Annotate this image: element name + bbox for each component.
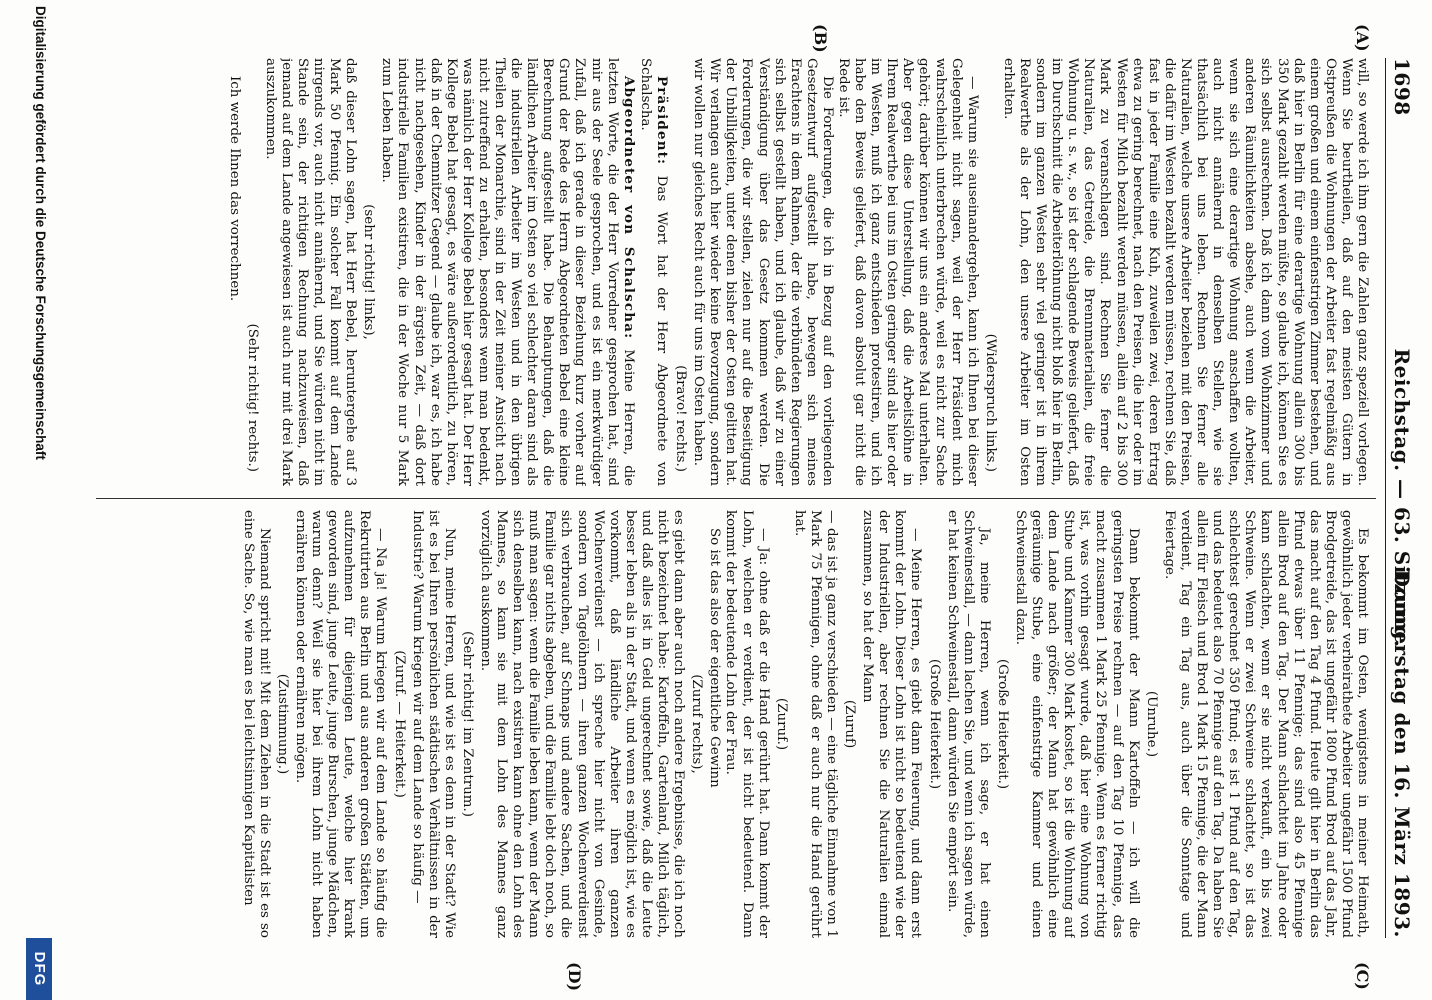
interjection: (Zustimmung.): [274, 673, 290, 775]
interjection: (Sehr richtig! im Zentrum.): [459, 631, 475, 817]
paragraph: Nun, meine Herren, und wie ist es denn in der Stadt? Wie ist es bei Ihren persönlichen städtischen Verhältnissen in der Industrie? Warum kriegen wir auf dem Lande so häufig —: [409, 510, 457, 938]
paragraph: Niemand spricht mit! Mit dem Ziehen in die Stadt ist es so eine Sache. So, wie man es bei leichtsinnigen Kapitalisten: [240, 510, 272, 938]
interjection: (Widerspruch links.): [982, 333, 998, 472]
running-header: [1382, 58, 1416, 938]
header-rule: [1385, 58, 1386, 938]
page-number: 1698: [1390, 58, 1414, 116]
dfg-logo: DFG: [26, 938, 52, 1000]
left-column: [100, 58, 1370, 486]
speech-text: Meine Herren, die letzten Worte, die der Herr Vorredner gesprochen hat, sind mir aus der Seele gesprochen, und es ist ein merkwürdiger Zufall, daß ich gerade in dieser Beziehung kurz vorher auf Grund der Rede des Herrn Abgeordneten Bebel eine kleine Berechnung aufgestellt habe. Die Behauptungen, daß die ländlichen Arbeiter im Osten so viel schlechter daran sind als die industriellen Arbeiter im Westen und in den übrigen Theilen der Monarchie, sind in der Zeit meiner Ansicht nach nicht zutreffend zu erhalten, besonders wenn man bedenkt, was nämlich der Herr Kollege Bebel hier gesagt hat. Der Herr Kollege Bebel hat gesagt, es wäre außerordentlich, zu hören, daß in der Chemnitzer Gegend — glaube ich, war es, ich habe nicht nachgesehen, Kinder in der ärgsten Zeit, — daß dort industrielle Familien existiren, die in der Woche nur 5 Mark zum Leben haben.: [379, 58, 636, 486]
paragraph: es giebt dann aber auch noch andere Ergebnisse, die ich noch nicht bezeichnet habe: Kartoffeln, Gartenland, Milch täglich, und daß alles ist in Geld ungerechnet sowie, daß die Leute besser leben als in der Stadt, und wenn es möglich ist, wie es vorkommt, daß ländliche Arbeiter ihren ganzen Wochenverdienst — ich spreche hier nicht von Gesinde, sondern von Tagelöhnern — ihren ganzen Wochenverdienst sich verbrauchen, auf Schnaps und andere Sachen, und die Familie gar nichts abgeben, und die Familie lebt doch noch, so muß man sagen: wenn die Familie leben kann, wenn der Mann sich denselben kann, nach existiren kann ohne den Lohn des Mannes, so kann sie mit dem Lohn des Mannes ganz vorzüglich auskommen.: [478, 510, 687, 938]
margin-marker-c: (C): [1353, 962, 1372, 990]
paragraph: will, so werde ich ihm gern die Zahlen ganz speziell vorlegen. Wenn Sie beurtheilen, daß auf den meisten Gütern in Ostpreußen die Wohnungen der Arbeiter fast regelmäßig aus einem großen und einem einfenstrigen Zimmer bestehen, und daß hier in Berlin für eine derartige Wohnung allein 300 bis 350 Mark gezahlt werden müßte, so glaube ich, können Sie es sich selbst ausrechnen. Daß ich dann vom Wohnzimmer und anderen Räumlichkeiten absehe, auch wenn die Arbeiter, wenn sie sich eine derartige Wohnung anschaffen wollten, auch nicht annähernd in denselben Stellen, wie sie thatsächlich bei uns leben. Rechnen Sie ferner alle Naturalien, welche unsere Arbeiter beziehen mit den Preisen, die dafür im Westen bezahlt werden müssen, rechnen Sie, daß fast in jeder Familie eine Kuh, zuweilen zwei, deren Ertrag etwa zu gering berechnet, nach den Preisen, die hier oder im Westen für Milch bezahlt werden müssen, allein auf 2 bis 300 Mark zu veranschlagen sind. Rechnen Sie ferner die Naturalien, das Getreide, die Brennmaterialien, die freie Wohnung u. s. w., so ist der schlagende Beweis geliefert, daß im Durchschnitt die Arbeiterlöhnung nicht bloß hier in Berlin, sondern im ganzen Westen sehr viel geringer ist in ihrem Realwerthe als der Lohn, den unsere Arbeiter im Osten erhalten.: [1000, 58, 1370, 486]
digitization-footer: [26, 0, 52, 1000]
interjection: (Unruhe.): [1143, 690, 1159, 758]
paragraph: Es bekommt im Osten, wenigstens in meiner Heimath, gewöhnlich jeder verheirathete Arbeiter ungefähr 1500 Pfund Brodgetreide, das ist ungefähr 1800 Pfund Brod auf das Jahr, das macht auf den Tag 4 Pfund. Heute gilt hier in Berlin das Pfund etwas über 11 Pfennige; das sind also 45 Pfennige allein Brod auf den Tag. Der Mann schlachtet im Jahre oder kann schlachten, wenn er sie nicht verkauft, ein bis zwei Schweine. Wenn er zwei Schweine schlachtet, so ist das schlechtest gerechnet 350 Pfund; es ist 1 Pfund auf den Tag, und das bedeutet also 70 Pfennige auf den Tag. Da haben Sie allein für Fleisch und Brod 1 Mark 15 Pfennige, die der Mann verdient, Tag ein Tag aus, auch über die Sonntage und Feiertage.: [1161, 510, 1370, 938]
interjection: (Große Heiterkeit.): [994, 658, 1010, 790]
margin-marker-a: (A): [1353, 24, 1372, 52]
margin-marker-d: (D): [565, 962, 584, 992]
speech-text: Das Wort hat der Herr Abgeordnete von Schalscha.: [637, 58, 669, 486]
paragraph-speech: [378, 58, 637, 486]
right-column: [100, 510, 1370, 938]
paragraph: Die Forderungen, die ich in Bezug auf den vorliegenden Gesetzentwurf aufgestellt habe, bewegen sich meines Erachtens in dem Rahmen, der die verbündeten Regierungen sich selbst gestellt haben, und ich glaube, daß wir zu einer Verständigung über das Gesetz kommen werden. Die Forderungen, die wir stellen, zielen nur auf die Beseitigung der Unbilligkeiten, unter denen bisher der Osten gelitten hat. Wir verlangen auch hier wieder keine Bevorzugung, sondern wir wollen nur gleiches Recht auch für uns im Osten haben.: [691, 58, 835, 486]
paragraph: — Meine Herren, es giebt dann Feuerung, und dann erst kommt der Lohn. Dieser Lohn ist nicht so bedeutend wie der der Industriellen, aber rechnen Sie die Naturalien einmal zusammen, so hat der Mann: [860, 510, 924, 938]
column-divider: [96, 498, 1376, 499]
interjection: (Zuruf.): [773, 697, 789, 751]
interjection: (sehr richtig! links),: [361, 204, 377, 340]
interjection: (Sehr richtig! rechts.): [244, 323, 260, 472]
interjection: (Zuruf rechts),: [689, 674, 705, 774]
header-date: Donnerstag den 16. März 1893.: [1390, 569, 1414, 938]
interjection: (Zuruf): [842, 699, 858, 749]
interjection: (Große Heiterkeit.): [926, 658, 942, 790]
footer-credit: Digitalisierung gefördert durch die Deutsche Forschungsgemeinschaft: [33, 6, 48, 460]
header-title: Reichstag. — 63. Sitzung.: [1390, 348, 1414, 648]
paragraph: So ist das also der eigentliche Gewinn: [707, 528, 723, 788]
page-body: [90, 24, 1420, 992]
paragraph: daß dieser Lohn sagen, hat Herr Bebel, heruntergehe auf 3 Mark 50 Pfennig. Ein solcher Fall kommt auf dem Lande nirgends vor, auch nicht annähernd, und Sie würden nicht im Stande sein, der richtigen Rechnung nachzuweisen, daß jemand auf dem Lande angewiesen ist auch nur mit drei Mark auszukommen.: [262, 58, 359, 486]
paragraph: — Warum sie auseinandergehen, kann ich Ihnen bei dieser Gelegenheit nicht sagen, weil der Herr Präsident mich wahrscheinlich unterbrechen würde, weil es nicht zur Sache gehört; darüber können wir uns ein anderes Mal unterhalten. Aber gegen diese Unterstellung, daß die Arbeitslöhne in Ihrem Realwerthe bei uns im Osten geringer sind als hier oder im Westen, muß ich ganz entschieden protestiren, und ich habe den Beweis geliefert, daß davon absolut gar nicht die Rede ist.: [836, 58, 980, 486]
paragraph: Ich werde Ihnen das vorrechnen.: [226, 76, 242, 302]
paragraph: — Na ja! Warum kriegen wir auf dem Lande so häufig die Rekrutirten aus Berlin und aus anderen großen Städten, um aufzunehmen für diejenigen Leute, welche hier krank geworden sind, junge Leute, junge Burschen, junge Mädchen, warum denn? Weil sie hier bei ihrem Lohn nicht haben ernähren können oder ernähren mögen.: [293, 510, 389, 938]
paragraph: — das ist ja ganz verschieden — eine tägliche Einnahme von 1 Mark 75 Pfennigen, ohne daß er auch nur die Hand gerührt hat.: [791, 510, 839, 938]
interjection: (Bravo! rechts.): [673, 365, 689, 472]
paragraph: Dann bekommt der Mann Kartoffeln — ich will die geringsten Preise rechnen — auf den Tag 10 Pfennige, das macht zusammen 1 Mark 25 Pfennige. Wenn es ferner richtig ist, was vorhin gesagt wurde, daß hier eine Wohnung von Stube und Kammer 300 Mark kostet, so ist die Wohnung auf dem Lande nach größer; der Mann hat gewöhnlich eine geräumige Stube, eine einfenstrige Kammer und einen Schweinestall dazu.: [1013, 510, 1141, 938]
paragraph: — Ja: ohne daß er die Hand gerührt hat. Dann kommt der Lohn, welchen er verdient, der ist nicht bedeutend. Dann kommt der bedeutende Lohn der Frau.: [723, 510, 771, 938]
speaker-name: Abgeordneter von Schalscha:: [620, 76, 637, 340]
interjection: (Zuruf. — Heiterkeit.): [391, 650, 407, 798]
paragraph: Ja, meine Herren, wenn ich sage, er hat einen Schweinestall, — dann lachen Sie, und wenn ich sagen würde, er hat keinen Schweinestall, dann würden Sie empört sein.: [944, 510, 992, 938]
margin-marker-b: (B): [811, 24, 830, 53]
paragraph-president: [637, 58, 670, 486]
speaker-name: Präsident:: [653, 76, 670, 166]
